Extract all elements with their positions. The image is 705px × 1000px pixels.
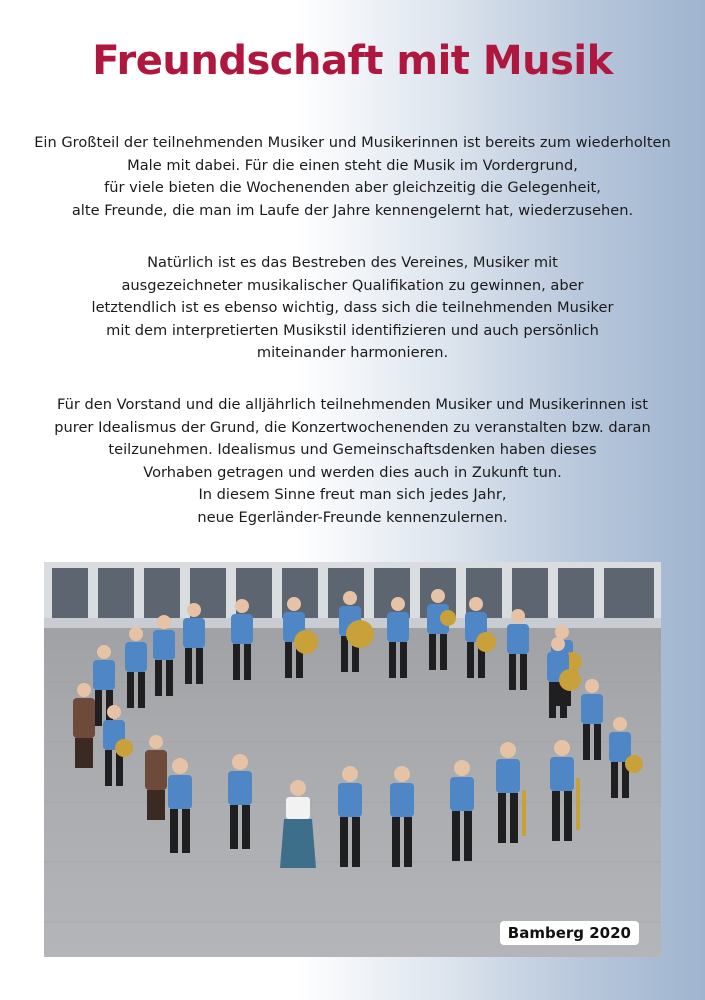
group-photo-illustration	[44, 562, 661, 957]
text-line: für viele bieten die Wochenenden aber gleichzeitig die Gelegenheit,	[104, 179, 601, 196]
musicians-left-arc	[73, 615, 175, 820]
text-line: Male mit dabei. Für die einen steht die Musik im Vordergrund,	[127, 156, 578, 174]
text-line: teilzunehmen. Idealismus und Gemeinschaftsdenken haben dieses	[108, 441, 597, 458]
paragraph-returning-musicians	[10, 132, 695, 222]
text-line: purer Idealismus der Grund, die Konzertwochenenden zu veranstalten bzw. daran	[54, 418, 651, 436]
text-line: letztendlich ist es ebenso wichtig, dass sich die teilnehmenden Musiker	[91, 299, 614, 316]
paragraph-idealism	[10, 394, 695, 529]
text-line: ausgezeichneter musikalischer Qualifikation zu gewinnen, aber	[121, 276, 584, 294]
text-line: Für den Vorstand und die alljährlich teilnehmenden Musiker und Musikerinnen ist	[57, 396, 648, 413]
paragraph-qualification	[10, 252, 695, 365]
musicians-front-row	[168, 740, 580, 868]
text-line: alte Freunde, die man im Laufe der Jahre kennengelernt hat, wiederzusehen.	[71, 201, 634, 219]
text-line: In diesem Sinne freut man sich jedes Jahr,	[198, 486, 507, 503]
text-line: Ein Großteil der teilnehmenden Musiker und Musikerinnen ist bereits zum wiederholten	[34, 134, 671, 151]
text-line: Natürlich ist es das Bestreben des Vereines, Musiker mit	[147, 254, 558, 271]
photo-caption: Bamberg 2020	[500, 921, 639, 945]
text-line: miteinander harmonieren.	[256, 344, 449, 361]
text-line: neue Egerländer-Freunde kennenzulernen.	[197, 508, 508, 526]
text-line: Vorhaben getragen und werden dies auch in Zukunft tun.	[143, 463, 562, 481]
text-line: mit dem interpretierten Musikstil identifizieren und auch persönlich	[106, 321, 599, 339]
page-title: Freundschaft mit Musik	[92, 38, 613, 84]
group-photo	[44, 562, 661, 957]
